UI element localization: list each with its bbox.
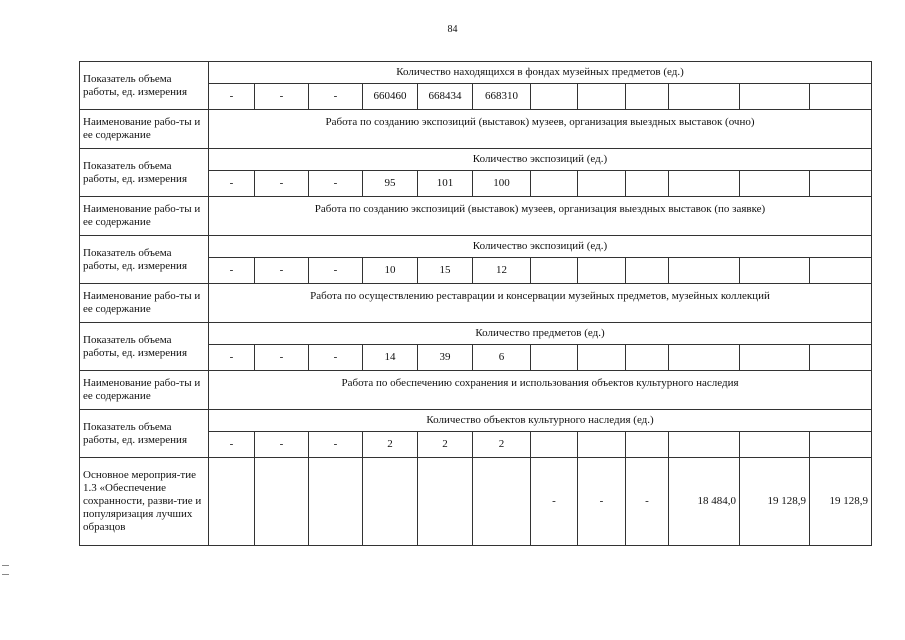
value-cell: 101	[418, 171, 473, 197]
value-cell: 668434	[418, 84, 473, 110]
value-cell: -	[531, 458, 578, 546]
work-title: Работа по обеспечению сохранения и использования объектов культурного наследия	[209, 371, 872, 410]
value-cell: -	[255, 171, 309, 197]
value-cell: -	[209, 171, 255, 197]
row-label: Показатель объема работы, ед. измерения	[80, 149, 209, 197]
value-cell	[740, 84, 810, 110]
value-cell	[578, 345, 626, 371]
work-name-row	[80, 197, 872, 236]
value-cell: 15	[418, 258, 473, 284]
indicator-title-row	[80, 410, 872, 432]
work-name-row	[80, 371, 872, 410]
value-cell: 660460	[363, 84, 418, 110]
row-label: Наименование рабо-ты и ее содержание	[80, 284, 209, 323]
value-cell	[531, 432, 578, 458]
program-table	[79, 61, 872, 546]
value-cell	[740, 171, 810, 197]
value-cell: 100	[473, 171, 531, 197]
value-cell	[418, 458, 473, 546]
work-title: Работа по осуществлению реставрации и консервации музейных предметов, музейных коллекций	[209, 284, 872, 323]
value-cell	[810, 432, 872, 458]
page-number: 84	[447, 24, 458, 35]
value-cell	[626, 258, 669, 284]
row-label: Показатель объема работы, ед. измерения	[80, 236, 209, 284]
value-cell	[626, 171, 669, 197]
value-cell	[578, 258, 626, 284]
value-cell: 10	[363, 258, 418, 284]
row-label: Основное мероприя-тие 1.3 «Обеспечение сохранности, разви-тие и популяризация лучших образцов	[80, 458, 209, 546]
value-cell: -	[209, 345, 255, 371]
value-cell	[669, 84, 740, 110]
margin-mark	[2, 565, 9, 575]
value-cell: -	[309, 258, 363, 284]
value-cell	[669, 432, 740, 458]
work-title: Работа по созданию экспозиций (выставок) музеев, организация выездных выставок (по заявке)	[209, 197, 872, 236]
value-cell	[309, 458, 363, 546]
value-cell: -	[255, 84, 309, 110]
indicator-title: Количество экспозиций (ед.)	[209, 236, 872, 258]
value-cell: 19 128,9	[740, 458, 810, 546]
value-cell	[578, 84, 626, 110]
value-cell	[626, 84, 669, 110]
value-cell	[740, 345, 810, 371]
value-cell	[363, 458, 418, 546]
value-cell	[669, 345, 740, 371]
value-cell: 19 128,9	[810, 458, 872, 546]
value-cell	[740, 258, 810, 284]
value-cell: 12	[473, 258, 531, 284]
value-cell	[531, 258, 578, 284]
row-label: Наименование рабо-ты и ее содержание	[80, 110, 209, 149]
value-cell	[669, 171, 740, 197]
value-cell: 18 484,0	[669, 458, 740, 546]
value-cell: 14	[363, 345, 418, 371]
value-cell: -	[255, 432, 309, 458]
value-cell	[810, 345, 872, 371]
value-cell: -	[309, 432, 363, 458]
row-label: Показатель объема работы, ед. измерения	[80, 410, 209, 458]
value-cell: 39	[418, 345, 473, 371]
value-cell	[626, 345, 669, 371]
value-cell: -	[209, 258, 255, 284]
value-cell	[810, 84, 872, 110]
row-label: Показатель объема работы, ед. измерения	[80, 62, 209, 110]
row-label: Показатель объема работы, ед. измерения	[80, 323, 209, 371]
row-label: Наименование рабо-ты и ее содержание	[80, 197, 209, 236]
value-cell: 6	[473, 345, 531, 371]
indicator-title-row	[80, 149, 872, 171]
value-cell	[209, 458, 255, 546]
value-cell	[531, 345, 578, 371]
value-cell	[531, 84, 578, 110]
indicator-title: Количество предметов (ед.)	[209, 323, 872, 345]
value-cell	[255, 458, 309, 546]
value-cell: 2	[473, 432, 531, 458]
value-cell	[578, 432, 626, 458]
value-cell: -	[309, 345, 363, 371]
work-title: Работа по созданию экспозиций (выставок) музеев, организация выездных выставок (очно)	[209, 110, 872, 149]
value-cell	[740, 432, 810, 458]
value-cell: -	[309, 171, 363, 197]
value-cell: 668310	[473, 84, 531, 110]
value-cell: -	[626, 458, 669, 546]
value-cell	[669, 258, 740, 284]
value-cell: 95	[363, 171, 418, 197]
value-cell: -	[309, 84, 363, 110]
indicator-title: Количество находящихся в фондах музейных предметов (ед.)	[209, 62, 872, 84]
value-cell	[810, 258, 872, 284]
value-cell	[531, 171, 578, 197]
indicator-title-row	[80, 323, 872, 345]
value-cell: -	[255, 345, 309, 371]
indicator-title-row	[80, 236, 872, 258]
indicator-title: Количество объектов культурного наследия (ед.)	[209, 410, 872, 432]
value-cell: -	[209, 432, 255, 458]
value-cell: -	[578, 458, 626, 546]
final-row	[80, 458, 872, 546]
value-cell	[578, 171, 626, 197]
value-cell	[473, 458, 531, 546]
row-label: Наименование рабо-ты и ее содержание	[80, 371, 209, 410]
indicator-title-row	[80, 62, 872, 84]
value-cell: -	[255, 258, 309, 284]
value-cell: 2	[363, 432, 418, 458]
value-cell: -	[209, 84, 255, 110]
value-cell	[626, 432, 669, 458]
indicator-title: Количество экспозиций (ед.)	[209, 149, 872, 171]
value-cell: 2	[418, 432, 473, 458]
value-cell	[810, 171, 872, 197]
work-name-row	[80, 110, 872, 149]
work-name-row	[80, 284, 872, 323]
